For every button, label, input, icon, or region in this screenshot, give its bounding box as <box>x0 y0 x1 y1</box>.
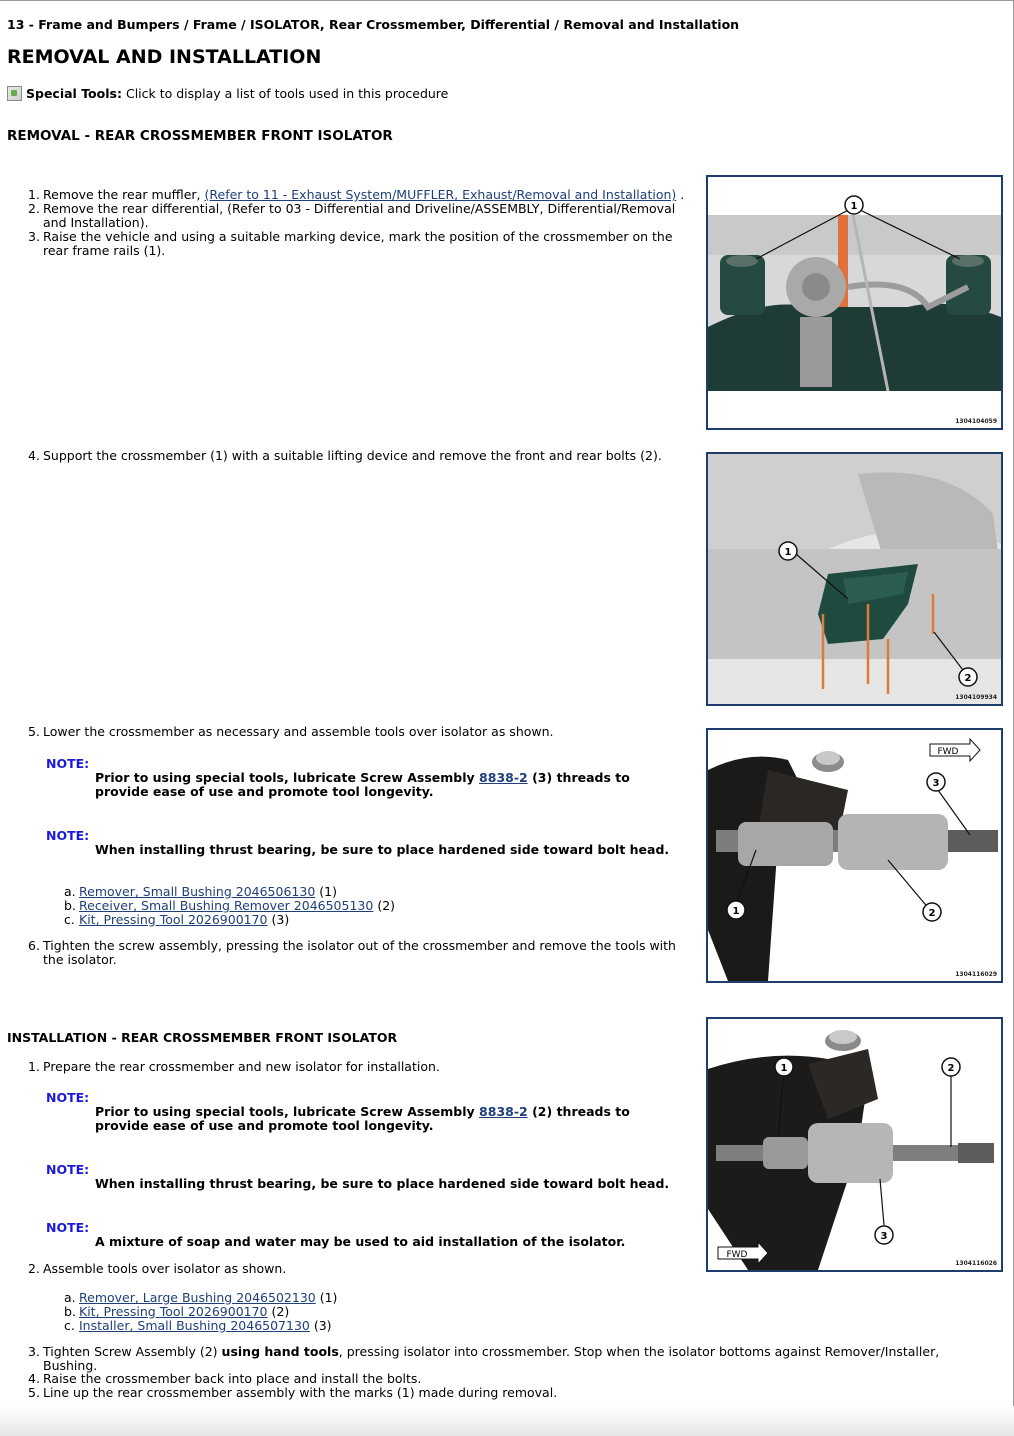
removal-step-5: 5. Lower the crossmember as necessary and assemble tools over isolator as shown. <box>28 724 554 739</box>
figure-code: 1304116029 <box>955 971 997 978</box>
figure-installation-tools <box>706 1017 1003 1272</box>
removal-step-3: 3. Raise the vehicle and using a suitable marking device, mark the position of the crossmember on the rear frame rails (1). <box>28 229 673 258</box>
screw-assembly-link[interactable]: 8838-2 <box>479 770 528 785</box>
special-tools-label: Special Tools: <box>26 86 122 101</box>
svg-text:1: 1 <box>732 906 740 917</box>
removal-step-2: 2. Remove the rear differential, (Refer to 03 - Differential and Driveline/ASSEMBLY, Differential/Removal and Installation). <box>28 201 676 230</box>
tool-link[interactable]: Remover, Large Bushing 2046502130 <box>79 1290 316 1305</box>
list-item: c. Installer, Small Bushing 2046507130 (3) <box>64 1318 332 1333</box>
removal-note-2: NOTE: When installing thrust bearing, be sure to place hardened side toward bolt head. <box>46 828 670 857</box>
svg-text:2: 2 <box>947 1063 955 1074</box>
figure-crossmember-bolts <box>706 452 1003 706</box>
removal-note-1: NOTE: Prior to using special tools, lubricate Screw Assembly 8838-2 (3) threads to provide ease of use and promote tool longevity. <box>46 756 630 799</box>
svg-text:3: 3 <box>932 778 940 789</box>
installation-step-4: 4. Raise the crossmember back into place and install the bolts. <box>28 1371 422 1386</box>
removal-heading: REMOVAL - REAR CROSSMEMBER FRONT ISOLATOR <box>7 128 393 144</box>
installation-heading: INSTALLATION - REAR CROSSMEMBER FRONT ISOLATOR <box>7 1030 398 1045</box>
vehicle-underside-illustration <box>708 454 1001 704</box>
removal-step-6-block <box>28 939 688 967</box>
list-item: a. Remover, Large Bushing 2046502130 (1) <box>64 1290 338 1305</box>
figure-crossmember-marks <box>706 175 1003 430</box>
list-item: c. Kit, Pressing Tool 2026900170 (3) <box>64 912 290 927</box>
tool-link[interactable]: Remover, Small Bushing 2046506130 <box>79 884 316 899</box>
tool-link[interactable]: Kit, Pressing Tool 2026900170 <box>79 912 268 927</box>
installation-note-1: NOTE: Prior to using special tools, lubricate Screw Assembly 8838-2 (2) threads to provide ease of use and promote tool longevity. <box>46 1090 630 1133</box>
installation-tool-illustration <box>708 1019 1001 1270</box>
installation-step-2: 2. Assemble tools over isolator as shown. <box>28 1261 287 1276</box>
exhaust-muffler-link[interactable]: (Refer to 11 - Exhaust System/MUFFLER, Exhaust/Removal and Installation) <box>204 187 677 202</box>
tool-link[interactable]: Installer, Small Bushing 2046507130 <box>79 1318 310 1333</box>
removal-tools-list <box>64 885 684 927</box>
svg-text:FWD: FWD <box>937 747 959 757</box>
removal-step-4: 4. Support the crossmember (1) with a suitable lifting device and remove the front and rear bolts (2). <box>28 448 662 463</box>
list-item: b. Receiver, Small Bushing Remover 2046505130 (2) <box>64 898 396 913</box>
figure-code: 1304109934 <box>955 694 997 701</box>
svg-text:2: 2 <box>964 673 972 684</box>
list-item: b. Kit, Pressing Tool 2026900170 (2) <box>64 1304 290 1319</box>
tool-link[interactable]: Kit, Pressing Tool 2026900170 <box>79 1304 268 1319</box>
tool-link[interactable]: Receiver, Small Bushing Remover 2046505130 <box>79 898 374 913</box>
installation-step-1-block <box>28 1060 688 1074</box>
removal-step-6: 6. Tighten the screw assembly, pressing the isolator out of the crossmember and remove the tools with the isolator. <box>28 938 676 967</box>
svg-text:FWD: FWD <box>726 1250 748 1260</box>
svg-text:1: 1 <box>784 547 792 558</box>
svg-text:3: 3 <box>880 1231 888 1242</box>
installation-step-5: 5. Line up the rear crossmember assembly with the marks (1) made during removal. <box>28 1385 558 1400</box>
removal-step-4-block <box>28 449 688 463</box>
removal-steps-1-3 <box>28 188 688 258</box>
installation-note-2: NOTE: When installing thrust bearing, be sure to place hardened side toward bolt head. <box>46 1162 670 1191</box>
installation-tools-list <box>64 1291 684 1333</box>
svg-text:2: 2 <box>928 908 936 919</box>
installation-step-3: 3. Tighten Screw Assembly (2) using hand tools, pressing isolator into crossmember. Stop when the isolator bottoms against Remover/Installer, Bushing. <box>28 1344 940 1373</box>
page-bottom-shadow <box>0 1406 1014 1436</box>
svg-text:1: 1 <box>850 201 858 212</box>
breadcrumb: 13 - Frame and Bumpers / Frame / ISOLATOR, Rear Crossmember, Differential / Removal and Installation <box>7 17 740 32</box>
removal-step-5-block <box>28 725 688 739</box>
installation-step-2-block <box>28 1262 688 1276</box>
special-tools-icon[interactable] <box>7 86 22 101</box>
figure-removal-tools <box>706 728 1003 983</box>
installation-note-3: NOTE: A mixture of soap and water may be used to aid installation of the isolator. <box>46 1220 626 1249</box>
list-item: a. Remover, Small Bushing 2046506130 (1) <box>64 884 337 899</box>
special-tools-row[interactable] <box>7 86 448 101</box>
installation-step-1: 1. Prepare the rear crossmember and new isolator for installation. <box>28 1059 440 1074</box>
screw-assembly-link[interactable]: 8838-2 <box>479 1104 528 1119</box>
figure-code: 1304116026 <box>955 1260 997 1267</box>
removal-tool-illustration <box>708 730 1001 981</box>
special-tools-text[interactable]: Click to display a list of tools used in this procedure <box>125 86 449 101</box>
installation-step-3-block <box>28 1345 988 1373</box>
page-title: REMOVAL AND INSTALLATION <box>7 46 322 68</box>
figure-code: 1304104059 <box>955 418 997 425</box>
removal-step-1: 1. Remove the rear muffler, (Refer to 11 - Exhaust System/MUFFLER, Exhaust/Removal and Installation) . <box>28 187 685 202</box>
installation-steps-4-5 <box>28 1372 688 1400</box>
svg-text:1: 1 <box>780 1063 788 1074</box>
crossmember-illustration <box>708 177 1001 428</box>
